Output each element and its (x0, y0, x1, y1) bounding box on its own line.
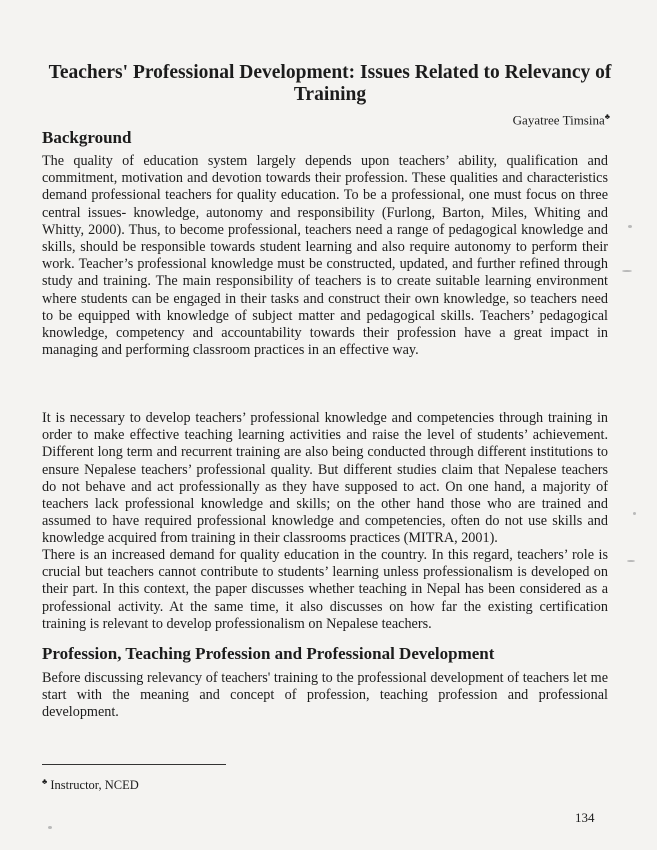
section-heading-profession: Profession, Teaching Profession and Professional Development (42, 644, 495, 663)
scan-speck (633, 512, 636, 515)
scan-speck (628, 225, 632, 228)
profession-paragraph-1: Before discussing relevancy of teachers' training to the professional development of teachers let me start with the meaning and concept of profession, teaching profession and professional development. (42, 670, 608, 721)
footnote-rule (42, 764, 226, 765)
scan-speck (622, 270, 632, 272)
background-paragraph-1: The quality of education system largely depends upon teachers’ ability, qualification and commitment, motivation and devotion towards their profession. These qualities and characteristics demand professional teachers for quality education. To be a professional, one must focus on three central issues- knowledge, autonomy and responsibility (Furlong, Barton, Miles, Whiting and Whitty, 2000). Thus, to become professional, teachers need a range of pedagogical knowledge and skills, should be responsible towards student learning and also require autonomy to perform their work. Teacher’s professional knowledge must be constructed, updated, and further refined through study and training. The main responsibility of teachers is to create suitable learning environment where students can be engaged in their tasks and construct their own knowledge, so teachers need to be equipped with knowledge of subject matter and pedagogical skills. Teachers’ pedagogical knowledge, competency and accountability towards their profession have a great impact in managing and performing classroom practices in an effective way. (42, 153, 608, 359)
scan-speck (627, 560, 635, 562)
footnote (42, 774, 139, 793)
background-paragraph-2: It is necessary to develop teachers’ professional knowledge and competencies through training in order to make effective teaching learning activities and raise the level of students’ achievement. Different long term and recurrent training are also being conducted through different institutions to ensure Nepalese teachers’ professional quality. But different studies claim that Nepalese teachers do not behave and act professionally as they have supposed to act. On one hand, a majority of teachers lack professional knowledge and skills; on the other hand those who are trained and assumed to have required professional knowledge and competencies, often do not use skills and knowledge acquired from training in their classrooms practices (MITRA, 2001). (42, 410, 608, 547)
footnote-marker: ♣ (42, 777, 48, 786)
scan-speck (48, 826, 52, 829)
section-heading-background: Background (42, 128, 132, 147)
footnote-text: Instructor, NCED (50, 778, 139, 793)
page-number: 134 (575, 810, 595, 825)
author-footnote-marker: ♣ (604, 112, 610, 121)
background-paragraph-3: There is an increased demand for quality education in the country. In this regard, teachers’ role is crucial but teachers cannot contribute to students’ learning unless professionalism is developed on their part. In this context, the paper discusses whether teaching in Nepal has been considered as a professional activity. At the same time, it also discusses on how far the existing certification training is relevant to develop professionalism on Nepalese teachers. (42, 547, 608, 632)
author-name: Gayatree Timsina (512, 112, 605, 128)
author-line (513, 109, 610, 128)
paper-title: Teachers' Professional Development: Issues Related to Relevancy of Training (48, 62, 612, 105)
